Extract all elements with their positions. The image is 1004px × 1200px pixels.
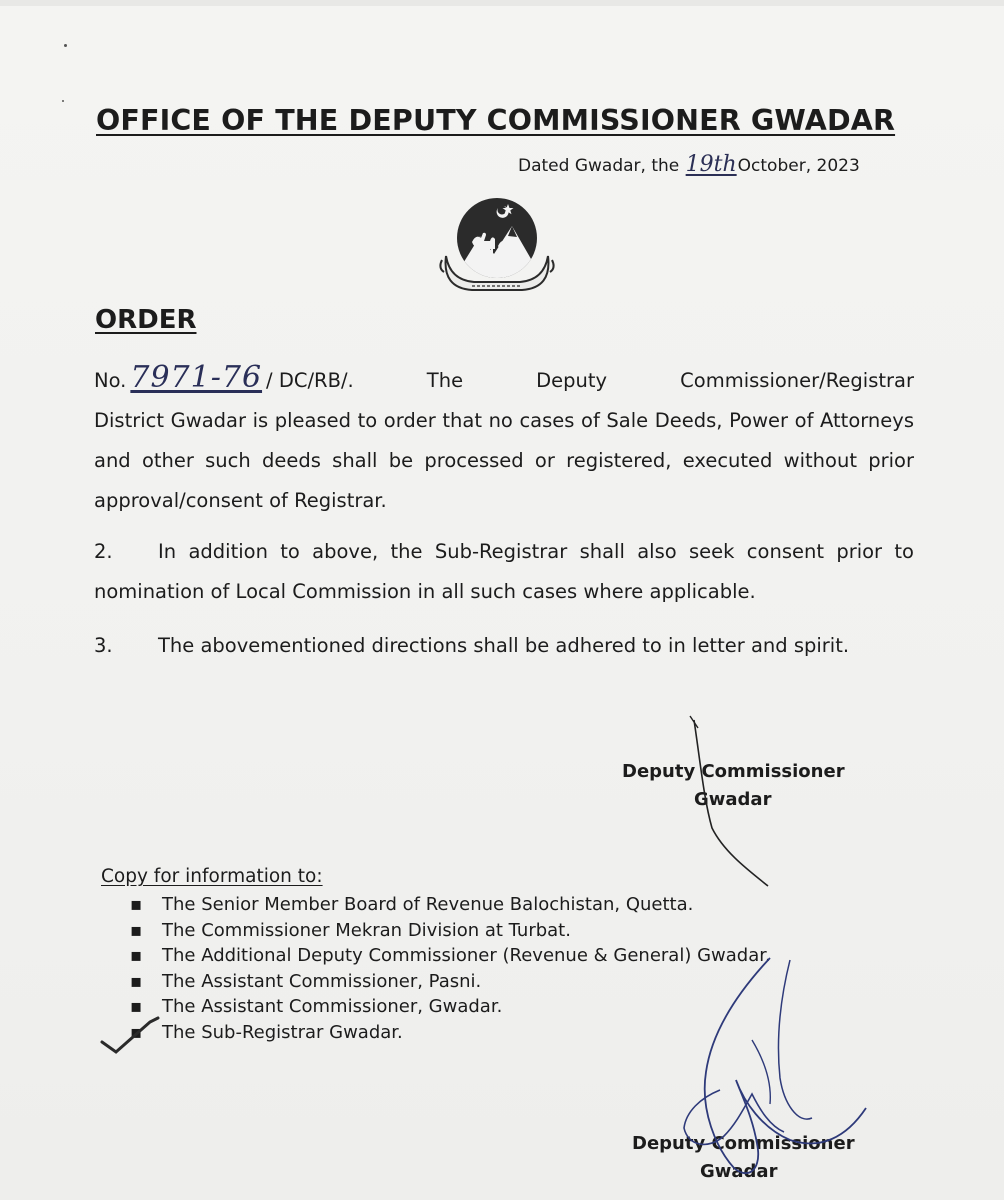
handwritten-date-day: 19th [685,152,737,177]
list-item: ▪ The Assistant Commissioner, Pasni. [130,969,771,995]
signatory-designation: Deputy Commissioner [632,1133,855,1154]
dated-line [518,152,898,177]
signature-scribble-icon [778,960,812,1119]
list-item: ▪ The Senior Member Board of Revenue Balochistan, Quetta. [130,892,771,918]
bullet-icon: ▪ [130,894,143,915]
handwritten-order-number: 7971-76 [130,360,263,395]
para1-word: Deputy [536,369,608,392]
balochistan-emblem-icon [432,190,562,305]
para1-word: The [426,369,464,392]
signature-stroke-icon [690,716,698,728]
bullet-icon: ▪ [130,970,143,992]
paragraph-text: The abovementioned directions shall be adhered to in letter and spirit. [158,634,850,657]
para1-word: Commissioner/Registrar [680,369,914,392]
scan-speck [62,100,64,102]
office-title: OFFICE OF THE DEPUTY COMMISSIONER GWADAR [96,104,896,137]
paragraph-text: In addition to above, the Sub-Registrar shall also seek consent prior to nomination of Local Commission in all such cases where applicable. [94,540,914,603]
order-paragraph-3 [94,626,914,666]
order-number-prefix: No. [94,369,127,392]
bullet-icon: ▪ [130,996,143,1017]
list-item: ▪ The Sub-Registrar Gwadar. [130,1020,771,1046]
order-number [94,358,354,401]
list-item: ▪ The Commissioner Mekran Division at Turbat. [130,918,771,944]
signatory-place: Gwadar [700,1161,778,1182]
list-item: ▪ The Additional Deputy Commissioner (Revenue & General) Gwadar. [130,943,771,969]
dated-prefix: Dated Gwadar, the [518,156,680,176]
bullet-icon: ▪ [130,919,143,941]
scan-edge [0,0,1004,6]
signature-scribble-icon [752,1040,770,1104]
order-number-suffix: / DC/RB/. [266,369,354,392]
signatory-designation: Deputy Commissioner [622,761,845,782]
copy-list [130,892,771,1045]
bullet-icon: ▪ [130,1021,143,1043]
paragraph-number: 2. [94,540,113,563]
scan-speck [64,44,67,47]
order-paragraph-2 [94,532,914,612]
signature-block [622,758,845,814]
order-heading: ORDER [95,305,197,335]
order-paragraph-1 [94,358,914,521]
dated-suffix: October, 2023 [737,156,860,176]
bullet-icon: ▪ [130,945,143,966]
signatory-place: Gwadar [694,789,772,810]
paragraph-number: 3. [94,634,113,657]
signature-block-copy [632,1130,855,1186]
list-item: ▪ The Assistant Commissioner, Gwadar. [130,994,771,1020]
copy-heading: Copy for information to: [101,866,323,887]
para1-body: District Gwadar is pleased to order that no cases of Sale Deeds, Power of Attorneys and other such deeds shall be processed or registered, executed without prior approval/consent of Registrar. [94,409,914,512]
